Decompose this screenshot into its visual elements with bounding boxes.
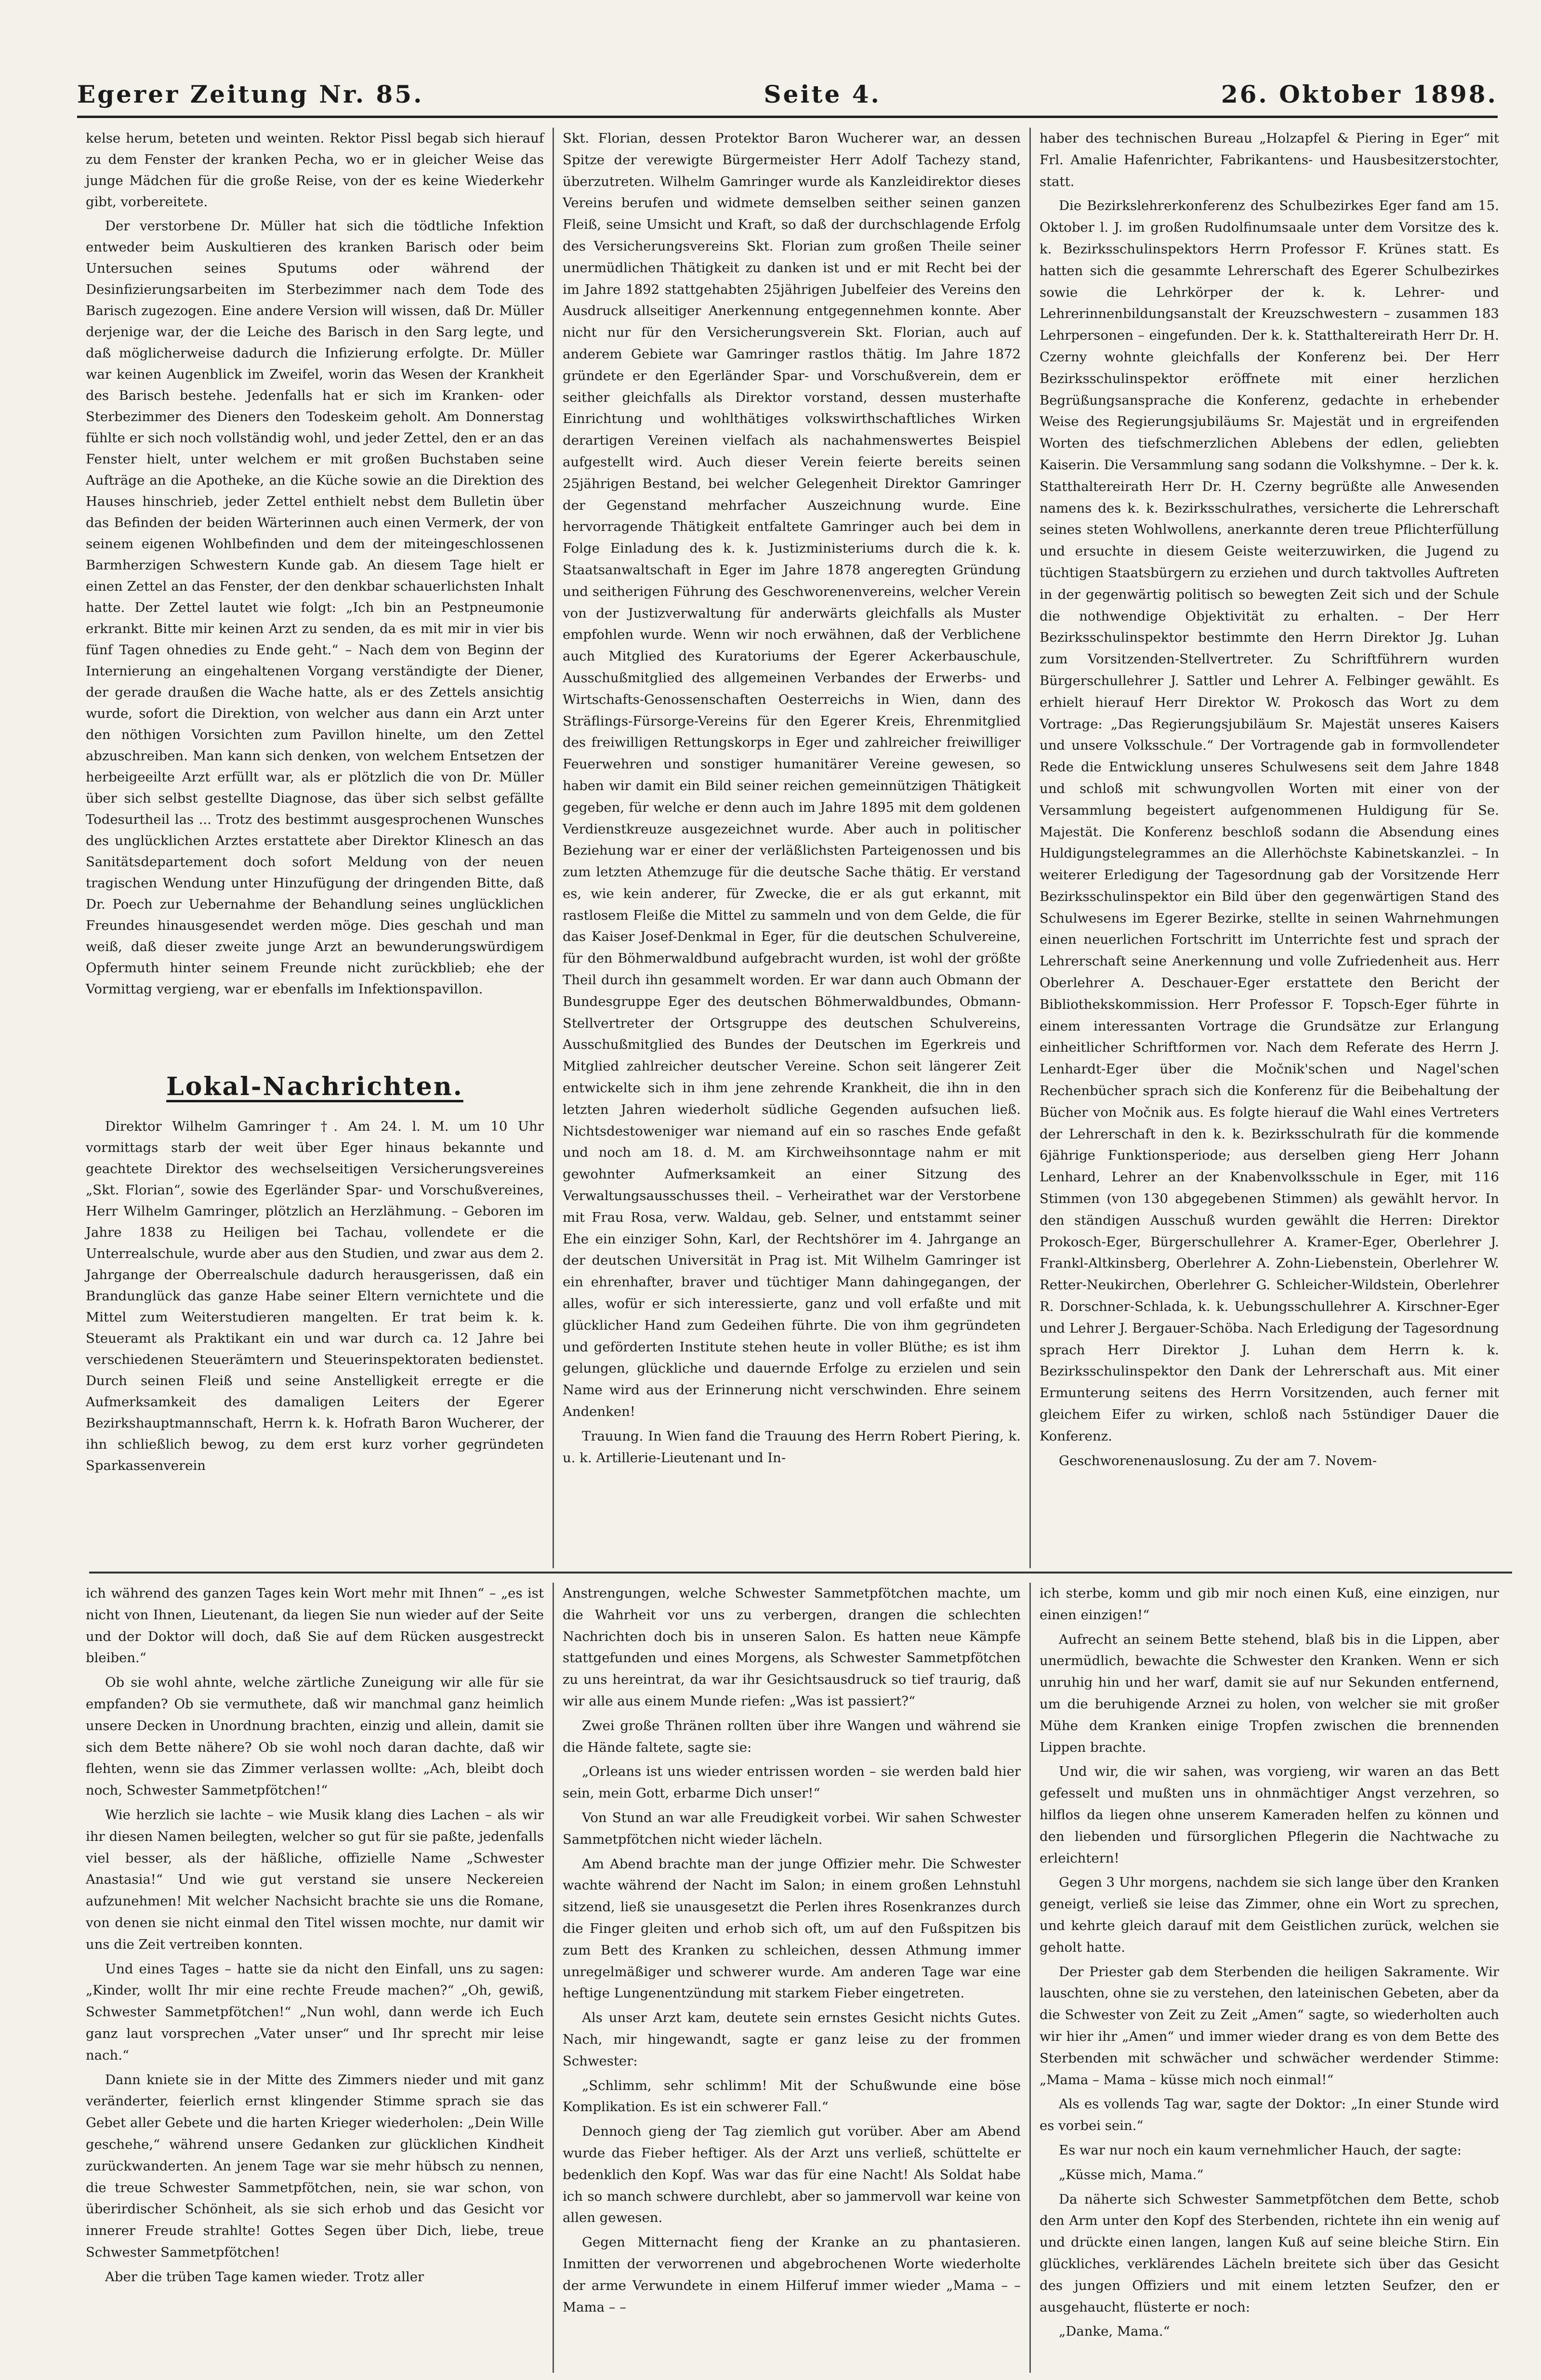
issue-date: 26. Oktober 1898. [1221, 79, 1498, 108]
obituary-paragraph: Direktor Wilhelm Gamringer †. Am 24. l. M. um 10 Uhr vormittags starb der weit über Eger hinaus bekannte und geachtete Direktor des wechselseitigen Versicherungsvereines „Skt. Florian“, sowie des Egerländer Spar- und Vorschußvereines, Herr Wilhelm Gamringer, plötzlich an Herzlähmung. – Geboren im Jahre 1838 zu Heiligen bei Tachau, vollendete er die Unterrealschule, wurde aber aus den Studien, und zwar aus dem 2. Jahrgange der Oberrealschule dadurch herausgerissen, daß ein Brandunglück das ganze Habe seiner Eltern vernichtete und die Mittel zum Weiterstudieren mangelten. Er trat beim k. k. Steueramt als Praktikant ein und war durch ca. 12 Jahre bei verschiedenen Steuerämtern und Steuerinspektoraten bedienstet. Durch seinen Fleiß und seine Anstelligkeit erregte er die Aufmerksamkeit des damaligen Leiters der Egerer Bezirkshauptmannschaft, Herrn k. k. Hofrath Baron Wucherer, der ihn schließlich bewog, zu dem erst kurz vorher gegründeten Sparkassenverein [86, 1119, 544, 1473]
feuilleton-column-1 [77, 1583, 554, 2373]
story-paragraph: Ob sie wohl ahnte, welche zärtliche Zuneigung wir alle für sie empfanden? Ob sie vermuthete, daß wir manchmal ganz heimlich unsere Decken in Unordnung brachten, einzig und allein, damit sie sich dem Bette nähere? Ob sie wohl noch daran dachte, daß wir flehten, wenn sie das Zimmer verlassen wollte: „Ach, bleibt doch noch, Schwester Sammetpfötchen!“ [86, 1675, 544, 1798]
story-paragraph: Dennoch gieng der Tag ziemlich gut vorüber. Aber am Abend wurde das Fieber heftiger. Als der Arzt uns verließ, schüttelte er bedenklich den Kopf. Was war das für eine Nacht! Als Soldat habe ich so manch schwere durchlebt, aber so jammervoll war keine von allen gewesen. [563, 2124, 1021, 2226]
paper-title: Egerer Zeitung Nr. 85. [77, 79, 424, 108]
story-paragraph: „Orleans ist uns wieder entrissen worden – sie werden bald hier sein, mein Gott, erbarme Dich unser!“ [563, 1764, 1021, 1801]
story-paragraph: Und eines Tages – hatte sie da nicht den Einfall, uns zu sagen: „Kinder, wollt Ihr mir eine rechte Freude machen?“ „Oh, gewiß, Schwester Sammetpfötchen!“ „Nun wohl, dann werde ich Euch ganz laut vorsprechen „Vater unser“ und Ihr sprecht mir leise nach.“ [86, 1961, 544, 2063]
story-paragraph: Dann kniete sie in der Mitte des Zimmers nieder und mit ganz veränderter, feierlich ernst klingender Stimme sprach sie das Gebet aller Gebete und die harten Krieger wiederholen: „Dein Wille geschehe,“ während unsere Gedanken zur glücklichen Kindheit zurückwanderten. An jenem Tage war sie mehr hübsch zu nennen, die treue Schwester Sammetpfötchen, nein, sie war schon, von überirdischer Schönheit, als sie sich erhob und das Gesicht vor innerer Freude strahlte! Gottes Segen über Dich, liebe, treue Schwester Sammetpfötchen! [86, 2072, 544, 2260]
column-2 [554, 128, 1031, 1568]
feuilleton-column-3 [1031, 1583, 1508, 2373]
story-paragraph: Aber die trüben Tage kamen wieder. Trotz aller [105, 2269, 424, 2285]
story-paragraph: Gegen Mitternacht fieng der Kranke an zu phantasieren. Inmitten der verworrenen und abgebrochenen Worte wiederholte der arme Verwundete in einem Hilferuf immer wieder „Mama – – Mama – – [563, 2235, 1021, 2315]
article-paragraph: kelse herum, beteten und weinten. Rektor Pissl begab sich hierauf zu dem Fenster der kranken Pecha, wo er in gleicher Weise das junge Mädchen für die große Reise, von der es keine Wiederkehr gibt, vorbereitete. [86, 131, 544, 210]
news-columns [77, 128, 1512, 1568]
story-paragraph: Am Abend brachte man der junge Offizier mehr. Die Schwester wachte während der Nacht im Salon; in einem großen Lehnstuhl sitzend, ließ sie unausgesetzt die Perlen ihres Rosenkranzes durch die Finger gleiten und erhob sich oft, um auf den Fußspitzen bis zum Bett des Kranken zu schleichen, dessen Athmung immer unregelmäßiger und schwerer wurde. Am anderen Tage war eine heftige Lungenentzündung mit starkem Fieber eingetreten. [563, 1856, 1021, 2001]
column-3 [1031, 128, 1508, 1568]
story-paragraph: Anstrengungen, welche Schwester Sammetpfötchen machte, um die Wahrheit vor uns zu verbergen, drangen die schlechten Nachrichten doch bis in unseren Salon. Es hatten neue Kämpfe stattgefunden und eines Morgens, als Schwester Sammetpfötchen zu uns hereintrat, da war ihr Gesichtsausdruck so tief traurig, daß wir alle aus einem Munde riefen: „Was ist passiert?“ [563, 1586, 1021, 1709]
column-1 [77, 128, 554, 1568]
story-paragraph: „Küsse mich, Mama.“ [1059, 2167, 1204, 2182]
page-number: Seite 4. [764, 79, 881, 108]
page-header [77, 72, 1498, 118]
story-paragraph: ich sterbe, komm und gib mir noch einen Kuß, eine einzigen, nur einen einzigen!“ [1040, 1586, 1499, 1623]
story-paragraph: Als es vollends Tag war, sagte der Doktor: „In einer Stunde wird es vorbei sein.“ [1040, 2096, 1499, 2134]
story-paragraph: Als unser Arzt kam, deutete sein ernstes Gesicht nichts Gutes. Nach, mir hingewandt, sagte er ganz leise zu der frommen Schwester: [563, 2010, 1021, 2069]
article-paragraph: haber des technischen Bureau „Holzapfel & Piering in Eger“ mit Frl. Amalie Hafenrichter, Fabrikantens- und Hausbesitzerstochter, statt. [1040, 131, 1499, 189]
story-paragraph: Der Priester gab dem Sterbenden die heiligen Sakramente. Wir lauschten, ohne sie zu verstehen, den lateinischen Gebeten, aber da die Schwester von Zeit zu Zeit „Amen“ sagte, so wiederholten auch wir hier ihr „Amen“ und immer wieder drang es von dem Bette des Sterbenden mit schwächer und schwächer werdender Stimme: „Mama – Mama – küsse mich noch einmal!“ [1040, 1964, 1499, 2088]
feuilleton-divider [89, 1572, 1512, 1573]
story-paragraph: Zwei große Thränen rollten über ihre Wangen und während sie die Hände faltete, sagte sie: [563, 1718, 1021, 1755]
story-paragraph: Es war nur noch ein kaum vernehmlicher Hauch, der sagte: [1059, 2142, 1462, 2158]
story-paragraph: Und wir, die wir sahen, was vorgieng, wir waren an das Bett gefesselt und mußten uns in ohnmächtiger Angst verzehren, so hilflos da liegen ohne unserem Kameraden helfen zu können und den liebenden und fürsorglichen Pflegerin die Nachtwache zu erleichtern! [1040, 1764, 1499, 1866]
story-paragraph: ich während des ganzen Tages kein Wort mehr mit Ihnen“ – „es ist nicht von Ihnen, Lieutenant, da liegen Sie nun wieder auf der Seite und der Doktor will doch, daß Sie auf dem Rücken ausgestreckt bleiben.“ [86, 1586, 544, 1666]
article-paragraph: Die Bezirkslehrerkonferenz des Schulbezirkes Eger fand am 15. Oktober l. J. im großen Rudolfinumsaale unter dem Vorsitze des k. k. Bezirksschulinspektors Herrn Professor F. Krünes statt. Es hatten sich die gesammte Lehrerschaft des Egerer Schulbezirkes sowie die Lehrkörper der k. k. Lehrer- und Lehrerinnenbildungsanstalt der Kreuzschwestern – zusammen 183 Lehrpersonen – eingefunden. Der k. k. Statthaltereirath Herr Dr. H. Czerny wohnte gleichfalls der Konferenz bei. Der Herr Bezirksschulinspektor eröffnete mit einer herzlichen Begrüßungsansprache die Konferenz, gedachte in erhebender Weise des Regierungsjubiläums Sr. Majestät und in ergreifenden Worten des tiefschmerzlichen Ablebens der edlen, geliebten Kaiserin. Die Versammlung sang sodann die Volkshymne. – Der k. k. Statthaltereirath Herr Dr. H. Czerny begrüßte alle Anwesenden namens des k. k. Bezirksschulrathes, versicherte die Lehrerschaft seines steten Wohlwollens, anerkannte deren treue Pflichterfüllung und ersuchte in diesem Geiste weiterzuwirken, die Jugend zu tüchtigen Staatsbürgern zu erziehen und durch taktvolles Auftreten in der gegenwärtig politisch so bewegten Zeit sich und der Schule die nothwendige Objektivität zu erhalten. – Der Herr Bezirksschulinspektor bestimmte den Herrn Direktor Jg. Luhan zum Vorsitzenden-Stellvertreter. Zu Schriftführern wurden Bürgerschullehrer J. Sattler und Lehrer A. Felbinger gewählt. Es erhielt hierauf Herr Direktor W. Prokosch das Wort zu dem Vortrage: „Das Regierungsjubiläum Sr. Majestät unseres Kaisers und unsere Volksschule.“ Der Vortragende gab in formvollendeter Rede die Entwicklung unseres Schulwesens seit dem Jahre 1848 und schloß mit schwungvollen Worten mit einer von der Versammlung begeistert aufgenommenen Huldigung für Se. Majestät. Die Konferenz beschloß sodann die Absendung eines Huldigungstelegrammes an die Allerhöchste Kabinetskanzlei. – In weiterer Erledigung der Tagesordnung gab der Vorsitzende Herr Bezirksschulinspektor ein Bild über den gegenwärtigen Stand des Schulwesens im Egerer Bezirke, stellte in seinen Wahrnehmungen einen neuerlichen Fortschritt im Unterrichte fest und sprach der Lehrerschaft seine Anerkennung und volle Zufriedenheit aus. Herr Oberlehrer A. Deschauer-Eger erstattete den Bericht der Bibliothekskommission. Herr Professor F. Topsch-Eger führte in einem interessanten Vortrage die Grundsätze zur Erlangung einheitlicher Schriftformen vor. Nach dem Referate des Herrn J. Lenhardt-Eger über die Močnik'schen und Nagel'schen Rechenbücher sprach sich die Konferenz für die Beibehaltung der Bücher von Močnik aus. Es folgte hierauf die Wahl eines Vertreters der Lehrerschaft in den k. k. Bezirksschulrath für die kommende 6jährige Funktionsperiode; aus derselben gieng Herr Johann Lenhard, Lehrer an der Knabenvolksschule in Eger, mit 116 Stimmen (von 130 abgegebenen Stimmen) als gewählt hervor. In den ständigen Ausschuß wurden gewählt die Herren: Direktor Prokosch-Eger, Bürgerschullehrer A. Kramer-Eger, Oberlehrer J. Frankl-Altkinsberg, Oberlehrer A. Zohn-Liebenstein, Oberlehrer W. Retter-Neukirchen, Oberlehrer G. Schleicher-Wildstein, Oberlehrer R. Dorschner-Schlada, k. k. Uebungsschullehrer A. Kirschner-Eger und Lehrer J. Bergauer-Schöba. Nach Erledigung der Tagesordnung sprach Herr Direktor J. Luhan dem Herrn k. k. Bezirksschulinspektor den Dank der Lehrerschaft aus. Mit einer Ermunterung seitens des Herrn Vorsitzenden, auch ferner mit gleichem Eifer zu wirken, schloß nach 5stündiger Dauer die Konferenz. [1040, 198, 1499, 1444]
story-paragraph: „Schlimm, sehr schlimm! Mit der Schußwunde eine böse Komplikation. Es ist ein schwerer Fall.“ [563, 2077, 1021, 2115]
article-paragraph: Trauung. In Wien fand die Trauung des Herrn Robert Piering, k. u. k. Artillerie-Lieutenant und In- [563, 1428, 1021, 1466]
story-paragraph: Aufrecht an seinem Bette stehend, blaß bis in die Lippen, aber unermüdlich, bewachte die Schwester den Kranken. Wenn er sich unruhig hin und her warf, damit sie auf nur Sekunden entfernend, um die beruhigende Arznei zu holen, von welcher sie mit großer Mühe dem Kranken einige Tropfen zwischen die brennenden Lippen brachte. [1040, 1631, 1499, 1755]
feuilleton-columns [77, 1583, 1512, 2373]
story-paragraph: Von Stund an war alle Freudigkeit vorbei. Wir sahen Schwester Sammetpfötchen nicht wieder lächeln. [563, 1810, 1021, 1847]
article-paragraph: Der verstorbene Dr. Müller hat sich die tödtliche Infektion entweder beim Auskultieren des kranken Barisch oder beim Untersuchen seines Sputums oder während der Desinfizierungsarbeiten im Sterbezimmer nach dem Tode des Barisch zugezogen. Eine andere Version will wissen, daß Dr. Müller derjenige war, der die Leiche des Barisch in den Sarg legte, und daß möglicherweise dadurch die Infizierung erfolgte. Dr. Müller war keinen Augenblick im Zweifel, worin das Wesen der Krankheit des Barisch bestehe. Jedenfalls hat er sich im Kranken- oder Sterbezimmer des Dieners den Todeskeim geholt. Am Donnerstag fühlte er sich noch vollständig wohl, und jeder Zettel, den er an das Fenster hielt, unter welchem er mit großen Buchstaben seine Aufträge an die Apotheke, an die Küche sowie an die Direktion des Hauses hinschrieb, jeder Zettel enthielt nebst dem Bulletin über das Befinden der beiden Wärterinnen auch einen Vermerk, der von seinem eigenen Wohlbefinden und dem der miteingeschlossenen Barmherzigen Schwestern Kunde gab. An diesem Tage hielt er einen Zettel an das Fenster, der den denkbar schauerlichsten Inhalt hatte. Der Zettel lautet wie folgt: „Ich bin an Pestpneumonie erkrankt. Bitte mir keinen Arzt zu senden, da es mit mir in vier bis fünf Tagen ohnedies zu Ende geht.“ – Nach dem von Beginn der Internierung an eingehaltenen Vorgang verständigte der Diener, der gerade draußen die Wache hatte, als er des Zettels ansichtig wurde, sofort die Direktion, von welcher aus dann ein Arzt unter den nöthigen Vorsichten zum Pavillon hinelte, um den Zettel abzuschreiben. Man kann sich denken, von welchem Entsetzen der herbeigeeilte Arzt erfüllt war, als er plötzlich die von Dr. Müller über sich selbst gestellte Diagnose, das über sich selbst gefällte Todesurtheil las ... Trotz des bestimmt ausgesprochenen Wunsches des unglücklichen Arztes erstattete aber Direktor Klinesch an das Sanitätsdepartement doch sofort Meldung von der neuen tragischen Wendung unter Hinzufügung der dringenden Bitte, daß Dr. Poech zur Uebernahme der Behandlung seines unglücklichen Freundes hinausgesendet werden möge. Dies geschah und man weiß, daß dieser zweite junge Arzt an bewunderungswürdigem Opfermuth hinter seinem Freunde nicht zurückblieb; ehe der Vormittag vergieng, war er ebenfalls im Infektionspavillon. [86, 218, 544, 997]
story-paragraph: „Danke, Mama.“ [1059, 2324, 1170, 2340]
story-paragraph: Gegen 3 Uhr morgens, nachdem sie sich lange über den Kranken geneigt, verließ sie leise das Zimmer, ohne ein Wort zu sprechen, und kehrte gleich darauf mit dem Geistlichen zurück, welchen sie geholt hatte. [1040, 1875, 1499, 1955]
story-paragraph: Wie herzlich sie lachte – wie Musik klang dies Lachen – als wir ihr diesen Namen beilegten, welcher so gut für sie paßte, jedenfalls viel besser, als der häßliche, offizielle Name „Schwester Anastasia!“ Und wie gut verstand sie unsere Neckereien aufzunehmen! Mit welcher Nachsicht brachte sie uns die Romane, von denen sie nicht einmal den Titel wissen mochte, nur damit wir uns die Zeit vertreiben konnten. [86, 1807, 544, 1952]
article-paragraph: Skt. Florian, dessen Protektor Baron Wucherer war, an dessen Spitze der verewigte Bürgermeister Herr Adolf Tachezy stand, überzutreten. Wilhelm Gamringer wurde als Kanzleidirektor dieses Vereins berufen und widmete demselben seither seinen ganzen Fleiß, seine Umsicht und Kraft, so daß der durchschlagende Erfolg des Versicherungsvereins Skt. Florian zum großen Theile seiner unermüdlichen Thätigkeit zu danken ist und er mit Recht bei der im Jahre 1892 stattgehabten 25jährigen Jubelfeier des Vereins den Ausdruck allseitiger Anerkennung entgegennehmen konnte. Aber nicht nur für den Versicherungsverein Skt. Florian, auch auf anderem Gebiete war Gamringer rastlos thätig. Im Jahre 1872 gründete er den Egerländer Spar- und Vorschußverein, dem er seither gleichfalls als Direktor vorstand, dessen musterhafte Einrichtung und wohlthätiges volkswirthschaftliches Wirken derartigen Vereinen vielfach als nachahmenswertes Beispiel aufgestellt wird. Auch dieser Verein feierte bereits seinen 25jährigen Bestand, bei welcher Gelegenheit Direktor Gamringer der Gegenstand mehrfacher Auszeichnung wurde. Eine hervorragende Thätigkeit entfaltete Gamringer auch bei dem in Folge Einladung des k. k. Justizministeriums durch die k. k. Staatsanwaltschaft in Eger im Jahre 1878 angeregten Gründung und seitherigen Führung des Geschworenenvereins, welcher Verein von der Justizverwaltung für anderwärts gleichfalls als Muster empfohlen wurde. Wenn wir noch erwähnen, daß der Verblichene auch Mitglied des Kuratoriums der Egerer Ackerbauschule, Ausschußmitglied des allgemeinen Verbandes der Erwerbs- und Wirtschafts-Genossenschaften Oesterreichs in Wien, dann des Sträflings-Fürsorge-Vereins für den Egerer Kreis, Ehrenmitglied des freiwilligen Rettungskorps in Eger und zahlreicher freiwilliger Feuerwehren und sonstiger humanitärer Vereine gewesen, so haben wir damit ein Bild seiner reichen gemeinnützigen Thätigkeit gegeben, für welche er denn auch im Jahre 1895 mit dem goldenen Verdienstkreuze ausgezeichnet wurde. Aber auch in politischer Beziehung war er einer der verläßlichsten Parteigenossen und bis zum letzten Athemzuge für die deutsche Sache thätig. Er verstand es, wie kein anderer, für Zwecke, die er als gut erkannt, mit rastlosem Fleiße die Mittel zu sammeln und von dem Gelde, die für das Kaiser Josef-Denkmal in Eger, für die deutschen Schulvereine, für den Böhmerwaldbund aufgebracht wurden, ist wohl der größte Theil durch ihn gesammelt worden. Er war dann auch Obmann der Bundesgruppe Eger des deutschen Böhmerwaldbundes, Obmann-Stellvertreter der Ortsgruppe des deutschen Schulvereins, Ausschußmitglied des Bundes der Deutschen im Egerkreis und Mitglied zahlreicher deutscher Vereine. Schon seit längerer Zeit entwickelte sich in ihm jene zehrende Krankheit, die ihn in den letzten Jahren wiederholt südliche Gegenden aufsuchen ließ. Nichtsdestoweniger war niemand auf ein so rasches Ende gefaßt und noch am 18. d. M. am Kirchweihsonntage nahm er mit gewohnter Aufmerksamkeit an einer Sitzung des Verwaltungsausschusses theil. – Verheirathet war der Verstorbene mit Frau Rosa, verw. Waldau, geb. Selner, und entstammt seiner Ehe ein einziger Sohn, Karl, der Rechtshörer im 4. Jahrgange an der deutschen Universität in Prag ist. Mit Wilhelm Gamringer ist ein ehrenhafter, braver und tüchtiger Mann dahingegangen, der alles, wofür er sich interessierte, ganz und voll erfaßte und mit glücklicher Hand zum Gedeihen führte. Die von ihm gegründeten und geförderten Institute stehen heute in voller Blüthe; es ist ihm gelungen, glückliche und dauernde Erfolge zu erzielen und sein Name wird aus der Erinnerung nicht verschwinden. Ehre seinem Andenken! [563, 131, 1021, 1420]
story-paragraph: Da näherte sich Schwester Sammetpfötchen dem Bette, schob den Arm unter den Kopf des Sterbenden, richtete ihn ein wenig auf und drückte einen langen, langen Kuß auf seine bleiche Stirn. Ein glückliches, verklärendes Lächeln breitete sich über das Gesicht des jungen Offiziers und mit einem letzten Seufzer, den er ausgehaucht, flüsterte er noch: [1040, 2191, 1499, 2315]
article-paragraph: Geschworenenauslosung. Zu der am 7. Novem- [1059, 1453, 1377, 1468]
feuilleton-column-2 [554, 1583, 1031, 2373]
section-headline: Lokal-Nachrichten. [166, 1072, 463, 1101]
